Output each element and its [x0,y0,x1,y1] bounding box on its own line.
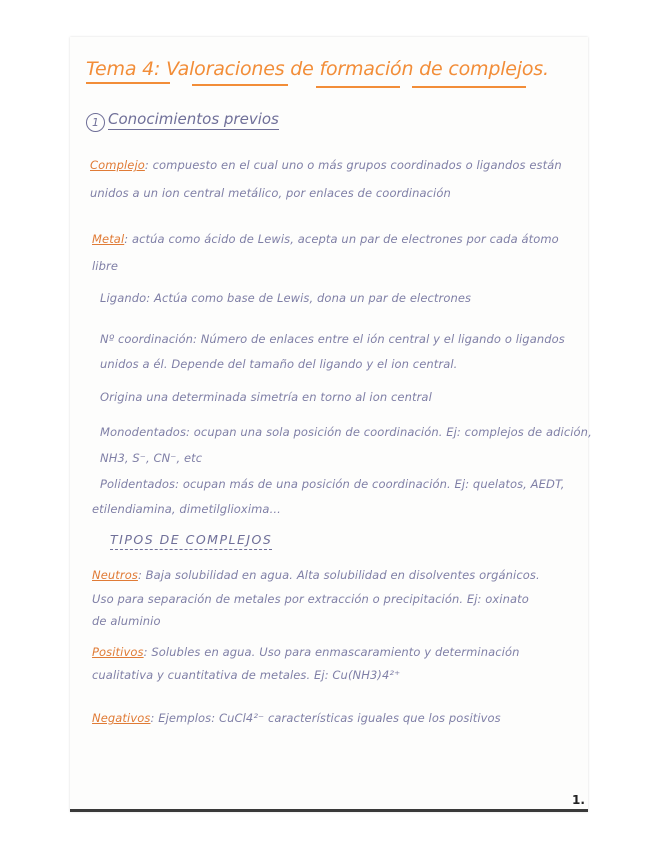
neutros-line-1 [92,568,540,582]
ncoord-line-2: unidos a él. Depende del tamaño del ligando y el ion central. [100,357,458,371]
metal-text-1: : actúa como ácido de Lewis, acepta un par de electrones por cada átomo [124,232,559,246]
positivos-term: Positivos [92,645,144,659]
positivos-line-2: cualitativa y cuantitativa de metales. Ej: Cu(NH3)4²⁺ [92,668,401,682]
complejo-term: Complejo [90,158,145,172]
poli-line-1: Polidentados: ocupan más de una posición de coordinación. Ej: quelatos, AEDT, [100,477,565,491]
tipos-heading: TIPOS DE COMPLEJOS [110,532,272,550]
neutros-line-2: Uso para separación de metales por extracción o precipitación. Ej: oxinato [92,592,529,606]
poli-line-2: etilendiamina, dimetilglioxima... [92,502,281,516]
title-underline-2 [192,84,288,86]
negativos-line-1 [92,711,501,725]
positivos-text-1: : Solubles en agua. Uso para enmascaramiento y determinación [143,645,520,659]
complejo-line-2: unidos a un ion central metálico, por enlaces de coordinación [90,186,451,200]
positivos-line-1 [92,645,520,659]
negativos-term: Negativos [92,711,151,725]
title-underline-4 [412,86,526,88]
complejo-line-1 [90,158,562,172]
metal-line-2: libre [92,259,118,273]
neutros-term: Neutros [92,568,138,582]
neutros-line-3: de aluminio [92,614,161,628]
page-number: 1. [572,793,585,807]
title-underline-1 [86,82,170,84]
simetria-line: Origina una determinada simetría en torno al ion central [100,390,432,404]
mono-line-1: Monodentados: ocupan una sola posición de coordinación. Ej: complejos de adición, [100,425,592,439]
mono-line-2: NH3, S⁻, CN⁻, etc [100,451,203,465]
page-bottom-edge [70,809,588,812]
ncoord-line-1: Nº coordinación: Número de enlaces entre el ión central y el ligando o ligandos [100,332,565,346]
ligando-line: Ligando: Actúa como base de Lewis, dona un par de electrones [100,291,472,305]
negativos-text-1: : Ejemplos: CuCl4²⁻ características iguales que los positivos [150,711,501,725]
page-title: Tema 4: Valoraciones de formación de complejos. [86,58,549,80]
metal-term: Metal [92,232,125,246]
title-underline-3 [316,86,400,88]
metal-line-1 [92,232,559,246]
section-heading: Conocimientos previos [108,110,279,128]
neutros-text-1: : Baja solubilidad en agua. Alta solubilidad en disolventes orgánicos. [137,568,540,582]
section-number: 1 [86,113,105,132]
complejo-text-1: : compuesto en el cual uno o más grupos coordinados o ligandos están [144,158,562,172]
